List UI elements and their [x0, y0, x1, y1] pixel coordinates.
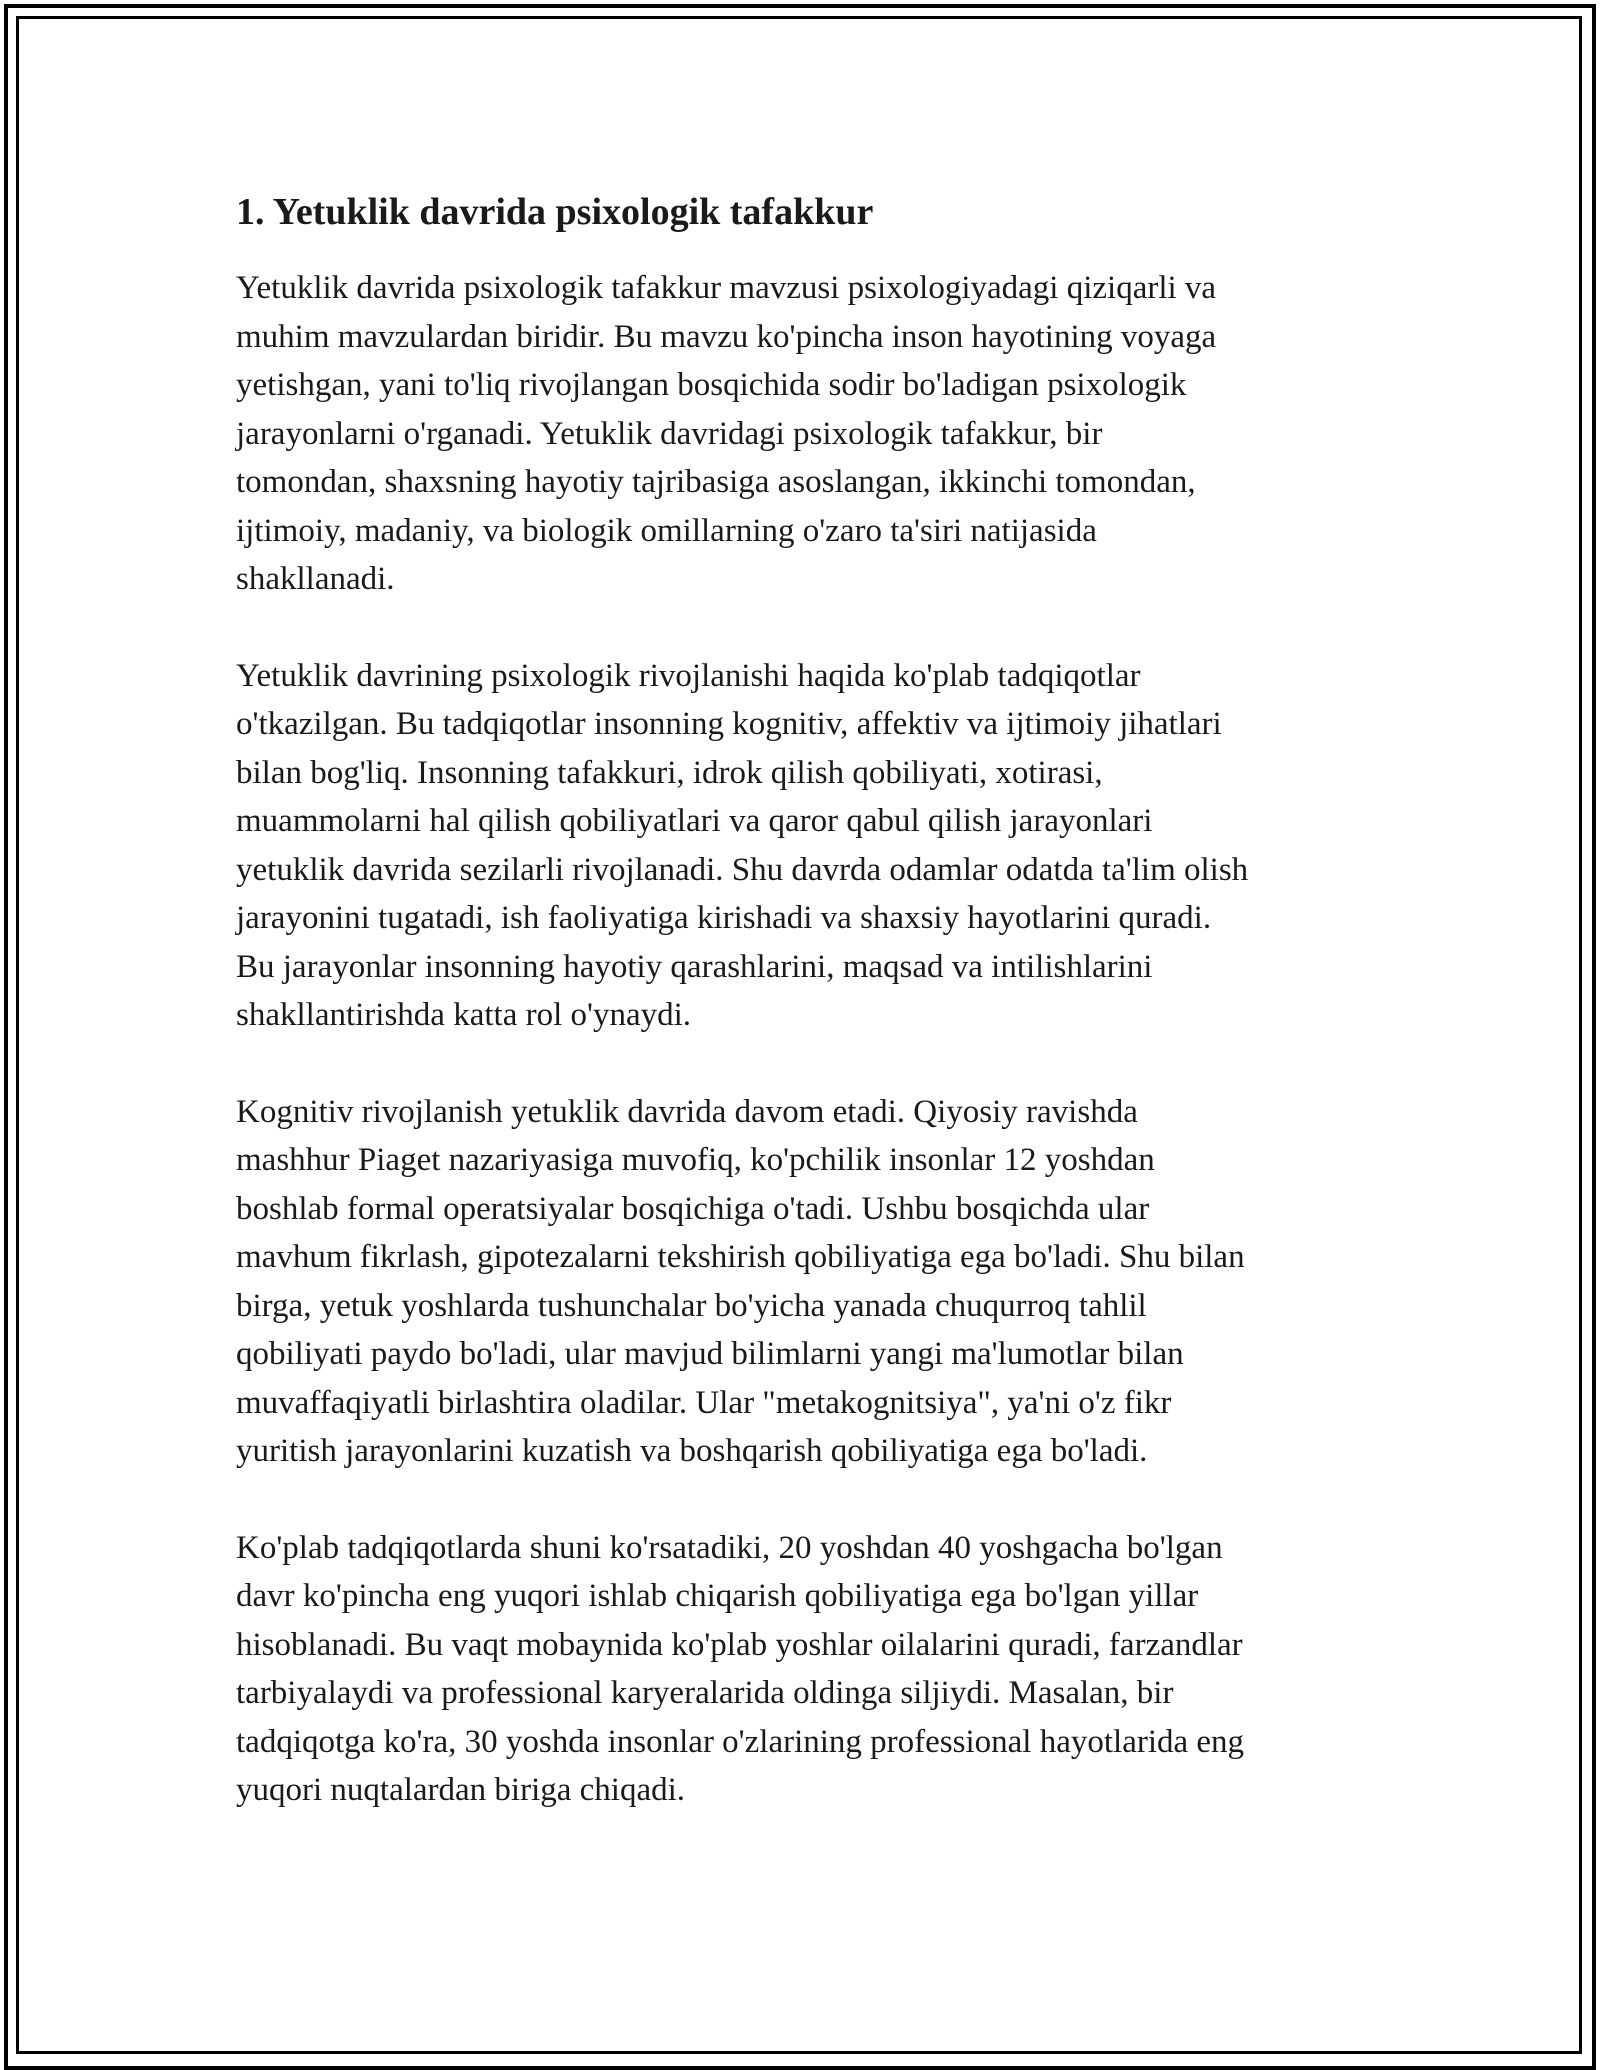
paragraph-4: Ko'plab tadqiqotlarda shuni ko'rsatadiki, 20 yoshdan 40 yoshgacha bo'lgan davr ko'pincha eng yuqori ishlab chiqarish qobiliyatiga ega bo'lgan yillar hisoblanadi. Bu vaqt mobaynida ko'plab yoshlar oilalarini quradi, farzandlar tarbiyalaydi va professional karyeralarida oldinga siljiydi. Masalan, bir tadqiqotga ko'ra, 30 yoshda insonlar o'zlarining professional hayotlarida eng yuqori nuqtalardan biriga chiqadi. — [236, 1529, 1245, 1808]
paragraph-1: Yetuklik davrida psixologik tafakkur mavzusi psixologiyadagi qiziqarli va muhim mavzulardan biridir. Bu mavzu ko'pincha inson hayotining voyaga yetishgan, yani to'liq rivojlangan bosqichida sodir bo'ladigan psixologik jarayonlarni o'rganadi. Yetuklik davridagi psixologik tafakkur, bir tomondan, shaxsning hayotiy tajribasiga asoslangan, ikkinchi tomondan, ijtimoiy, madaniy, va biologik omillarning o'zaro ta'siri natijasida shakllanadi. — [236, 270, 1217, 597]
section-heading: 1. Yetuklik davrida psixologik tafakkur — [236, 191, 874, 233]
paragraph-2: Yetuklik davrining psixologik rivojlanishi haqida ko'plab tadqiqotlar o'tkazilgan. Bu tadqiqotlar insonning kognitiv, affektiv va ijtimoiy jihatlari bilan bog'liq. Insonning tafakkuri, idrok qilish qobiliyati, xotirasi, muammolarni hal qilish qobiliyatlari va qaror qabul qilish jarayonlari yetuklik davrida sezilarli rivojlanadi. Shu davrda odamlar odatda ta'lim olish jarayonini tugatadi, ish faoliyatiga kirishadi va shaxsiy hayotlarini quradi. Bu jarayonlar insonning hayotiy qarashlarini, maqsad va intilishlarini shakllantirishda katta rol o'ynaydi. — [236, 657, 1249, 1033]
paragraph-3: Kognitiv rivojlanish yetuklik davrida davom etadi. Qiyosiy ravishda mashhur Piaget nazariyasiga muvofiq, ko'pchilik insonlar 12 yoshdan boshlab formal operatsiyalar bosqichiga o'tadi. Ushbu bosqichda ular mavhum fikrlash, gipotezalarni tekshirish qobiliyatiga ega bo'ladi. Shu bilan birga, yetuk yoshlarda tushunchalar bo'yicha yanada chuqurroq tahlil qobiliyati paydo bo'ladi, ular mavjud bilimlarni yangi ma'lumotlar bilan muvaffaqiyatli birlashtira oladilar. Ular "metakognitsiya", ya'ni o'z fikr yuritish jarayonlarini kuzatish va boshqarish qobiliyatiga ega bo'ladi. — [236, 1093, 1245, 1469]
document-body — [236, 186, 1366, 1863]
